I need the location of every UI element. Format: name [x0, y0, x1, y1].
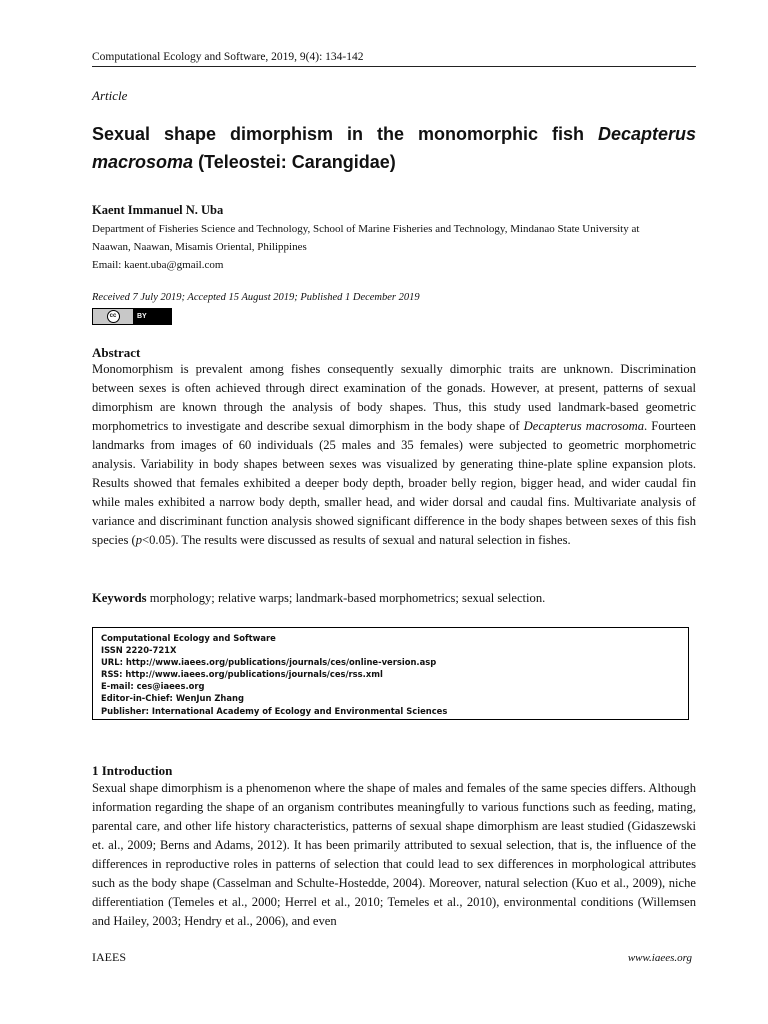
affiliation-line: Department of Fisheries Science and Technology, School of Marine Fisheries and Technology, Mindanao State University at [92, 223, 640, 235]
author-email: Email: kaent.uba@gmail.com [92, 259, 224, 271]
introduction-text: Sexual shape dimorphism is a phenomenon where the shape of males and females of the same species differs. Although information regarding the shape of an organism contributes meaningfully to various functions such as feeding, mating, parental care, and other life history characteristics, patterns of sexual shape dimorphism are least studied (Gidaszewski et. al., 2009; Berns and Adams, 2012). It has been primarily attributed to sexual selection, that is, the influence of the differences in reproductive roles in patterns of selection that could lead to sex differences in morphological attributes such as the body shape (Casselman and Schulte-Hostedde, 2004). Moreover, natural selection (Kuo et al., 2009), niche differentiation (Temeles et al., 2000; Herrel et al., 2010; Temeles et al., 2010), environmental conditions (Willemsen and Hailey, 2003; Hendry et al., 2006), and even [92, 781, 696, 928]
cc-icon-area [93, 309, 133, 324]
journal-rss[interactable]: RSS: http://www.iaees.org/publications/journals/ces/rss.xml [101, 669, 383, 680]
title-part-1: Sexual shape dimorphism in the monomorphic fish [92, 124, 598, 144]
keywords [92, 591, 696, 606]
running-head: Computational Ecology and Software, 2019, 9(4): 134-142 [92, 51, 364, 63]
journal-info-box [92, 627, 689, 720]
keywords-label: Keywords [92, 591, 147, 605]
author-name: Kaent Immanuel N. Uba [92, 203, 224, 217]
author-affiliation [92, 220, 696, 274]
affiliation-line: Naawan, Naawan, Misamis Oriental, Philippines [92, 241, 307, 253]
paper-title [92, 120, 696, 176]
journal-issn: ISSN 2220-721X [101, 645, 177, 656]
header-rule [92, 66, 696, 67]
title-part-2: (Teleostei: Carangidae) [193, 152, 396, 172]
journal-publisher: Publisher: International Academy of Ecology and Environmental Sciences [101, 705, 448, 716]
cc-icon: cc [107, 310, 120, 323]
journal-editor: Editor-in-Chief: WenJun Zhang [101, 693, 245, 704]
footer-publisher: IAEES [92, 950, 126, 964]
journal-url[interactable]: URL: http://www.iaees.org/publications/journals/ces/online-version.asp [101, 657, 437, 668]
journal-name: Computational Ecology and Software [101, 633, 276, 643]
keywords-text: morphology; relative warps; landmark-based morphometrics; sexual selection. [146, 591, 546, 605]
article-type: Article [92, 88, 128, 103]
abstract-text-part: <0.05). The results were discussed as results of sexual and natural selection in fishes. [142, 533, 571, 547]
publication-dates: Received 7 July 2019; Accepted 15 August 2019; Published 1 December 2019 [92, 292, 420, 303]
cc-by-label: BY [137, 313, 147, 320]
introduction-heading: 1 Introduction [92, 763, 173, 778]
journal-email[interactable]: E-mail: ces@iaees.org [101, 681, 205, 692]
footer-website[interactable]: www.iaees.org [627, 952, 692, 964]
abstract-text-part: . Fourteen landmarks from images of 60 individuals (25 males and 35 females) were subjected to geometric morphometric analysis. Variability in body shapes between sexes was visualized by generating thine-plate spline expansion plots. Results showed that females exhibited a deeper body depth, broader belly region, bigger head, and wider caudal fin while males exhibited a narrow body depth, smaller head, and wider dorsal and caudal fins. Multivariate analysis of variance and discriminant function analysis showed significant difference in the body shapes between sexes of this fish species ( [92, 419, 696, 547]
title-species: Decapterus macrosoma [92, 124, 696, 172]
abstract-heading: Abstract [92, 345, 141, 360]
cc-by-license-badge[interactable] [92, 308, 172, 325]
abstract-text [92, 360, 696, 550]
abstract-species: Decapterus macrosoma [523, 419, 645, 433]
p-value-symbol: p [135, 533, 143, 547]
abstract-text-part: Monomorphism is prevalent among fishes consequently sexually dimorphic traits are unknown. Discrimination between sexes is often achieved through direct examination of the gonads. However, at present, patterns of sexual dimorphism are known through the analysis of body shapes. Thus, this study used landmark-based geometric morphometrics to investigate and describe sexual dimorphism in the body shape of [92, 362, 696, 433]
